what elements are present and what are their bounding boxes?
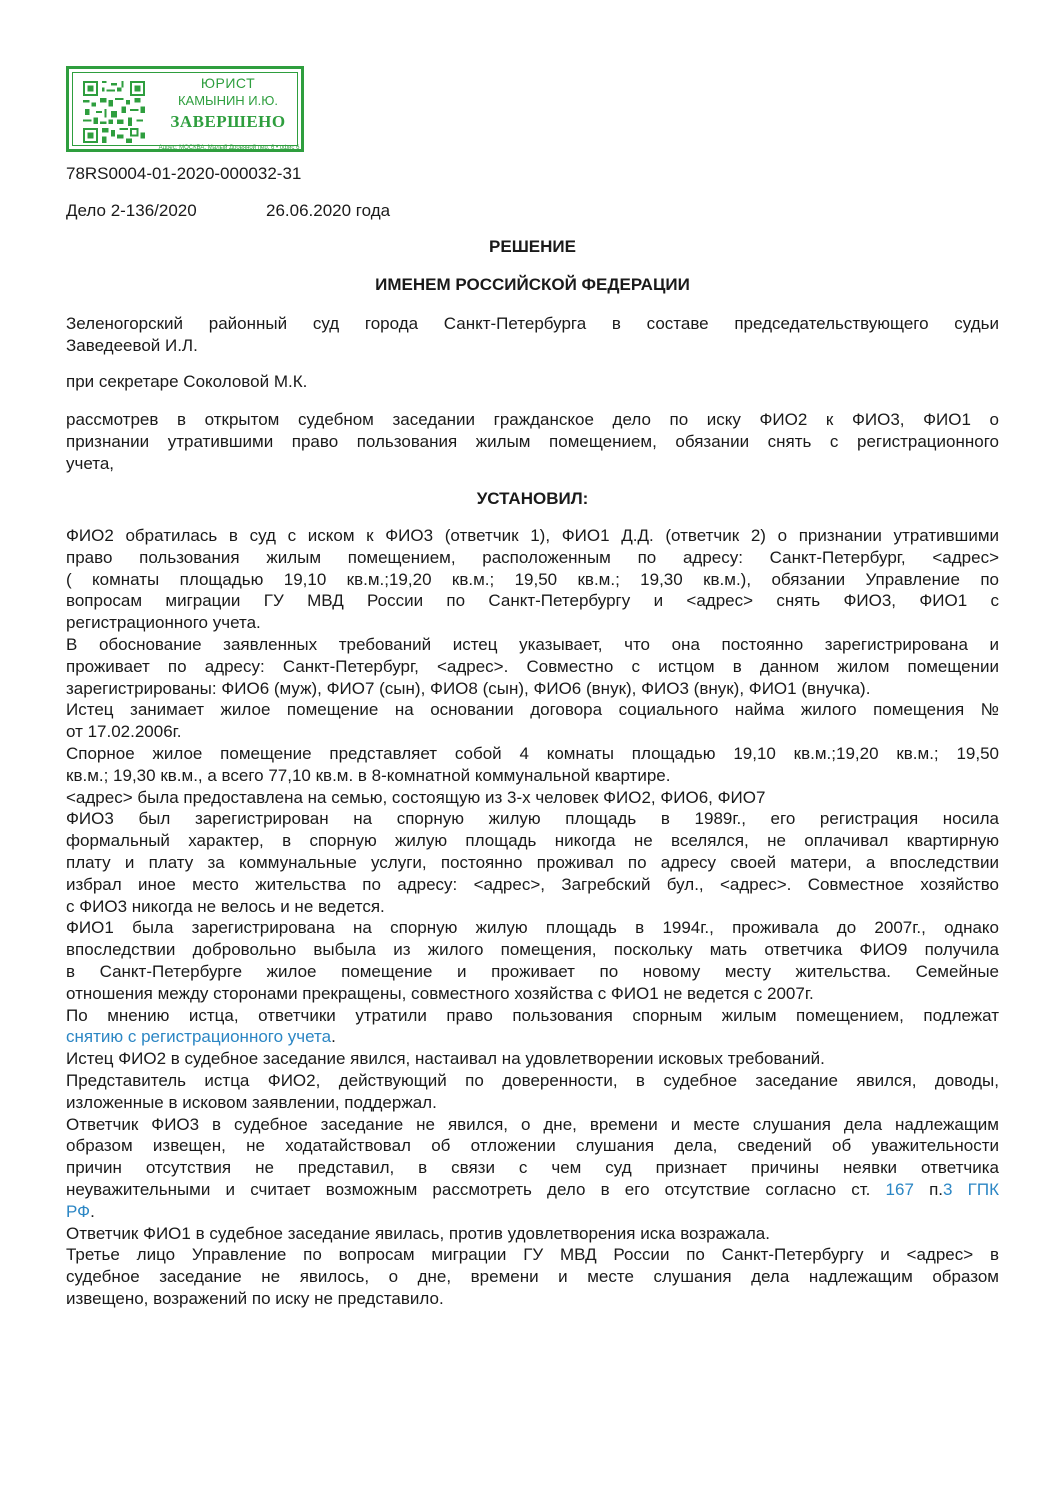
paragraph-family bbox=[66, 787, 999, 809]
paragraph-premises bbox=[66, 743, 999, 787]
case-info-line bbox=[66, 201, 390, 221]
paragraph-opinion bbox=[66, 1005, 999, 1049]
text-line: Зеленогорский районный суд города Санкт-Петербурга в составе председательствующего судьи bbox=[66, 314, 999, 333]
text-line: образом извещен, не ходатайствовал об отложении слушания дела, сведений об уважительности bbox=[66, 1136, 999, 1156]
text-fragment: . bbox=[90, 1201, 95, 1221]
paragraph-representative bbox=[66, 1070, 999, 1114]
text-line: избрал иное место жительства по адресу: <адрес>, Загребский бул., <адрес>. Совместное хозяйство bbox=[66, 874, 999, 894]
text-line: кв.м.; 19,30 кв.м., а всего 77,10 кв.м. в 8-комнатной коммунальной квартире. bbox=[66, 765, 671, 785]
text-line: По мнению истца, ответчики утратили право пользования спорным жилым помещением, подлежат bbox=[66, 1005, 999, 1025]
text-line: изложенные в исковом заявлении, поддержал. bbox=[66, 1092, 437, 1112]
text-line: с ФИО3 никогда не велось и не ведется. bbox=[66, 896, 385, 916]
text-line: регистрационного учета. bbox=[66, 613, 261, 633]
body-text bbox=[66, 525, 999, 1310]
text-line: впоследствии добровольно выбыла из жилого помещения, поскольку мать ответчика ФИО9 получила bbox=[66, 940, 999, 960]
text-line: проживает по адресу: Санкт-Петербург, <адрес>. Совместно с истцом в данном жилом помещении bbox=[66, 656, 999, 676]
paragraph-tenancy bbox=[66, 699, 999, 743]
paragraph-grounds bbox=[66, 634, 999, 699]
paragraph-claim bbox=[66, 525, 999, 634]
text-line: Представитель истца ФИО2, действующий по доверенности, в судебное заседание явился, доводы, bbox=[66, 1070, 999, 1090]
stamp-title: ЮРИСТ bbox=[200, 75, 256, 91]
text-line: Ответчик ФИО1 в судебное заседание явилась, против удовлетворения иска возражала. bbox=[66, 1223, 770, 1243]
decision-title: РЕШЕНИЕ bbox=[489, 237, 576, 256]
paragraph-respondent-absent bbox=[66, 1114, 999, 1223]
rf-link[interactable]: РФ bbox=[66, 1201, 91, 1221]
case-date: 26.06.2020 года bbox=[266, 201, 391, 220]
text-line: ФИО3 был зарегистрирован на спорную жилую площадь в 1989г., его регистрация носила bbox=[66, 809, 999, 829]
paragraph-respondent-objected bbox=[66, 1223, 999, 1245]
text-line: при секретаре Соколовой М.К. bbox=[66, 372, 308, 391]
gpk-link[interactable]: 3 ГПК bbox=[943, 1179, 999, 1199]
text-line: вопросам миграции ГУ МВД России по Санкт-Петербургу и <адрес> снять ФИО3, ФИО1 с bbox=[66, 591, 999, 611]
text-line: право пользования жилым помещением, расположенным по адресу: Санкт-Петербург, <адрес> bbox=[66, 547, 999, 567]
qr-code-icon bbox=[83, 81, 145, 143]
text-line: ФИО2 обратилась в суд с иском к ФИО3 (ответчик 1), ФИО1 Д.Д. (ответчик 2) о признании утратившими bbox=[66, 526, 999, 545]
text-fragment: п. bbox=[929, 1179, 944, 1199]
text-line bbox=[66, 1179, 999, 1201]
text-line: учета, bbox=[66, 453, 115, 473]
secretary-paragraph bbox=[66, 371, 999, 393]
text-fragment: . bbox=[331, 1027, 336, 1047]
text-line: <адрес> была предоставлена на семью, состоящую из 3-х человек ФИО2, ФИО6, ФИО7 bbox=[66, 787, 766, 807]
text-line: рассмотрев в открытом судебном заседании гражданское дело по иску ФИО2 к ФИО3, ФИО1 о bbox=[66, 410, 999, 429]
text-line: Истец ФИО2 в судебное заседание явился, настаивал на удовлетворении исковых требований. bbox=[66, 1049, 825, 1069]
text-line: Истец занимает жилое помещение на основании договора социального найма жилого помещения № bbox=[66, 700, 999, 720]
text-line: плату и плату за коммунальные услуги, постоянно проживал по адресу своей матери, а впоследствии bbox=[66, 852, 999, 872]
text-line: причин отсутствия не представил, в связи с чем суд признает причины неявки ответчика bbox=[66, 1158, 999, 1178]
considering-paragraph bbox=[66, 409, 999, 474]
case-number: Дело 2-136/2020 bbox=[66, 201, 197, 220]
text-line bbox=[66, 1026, 999, 1048]
text-line: в Санкт-Петербурге жилое помещение и проживает по новому месту жительства. Семейные bbox=[66, 961, 999, 981]
text-line: признании утратившими право пользования жилым помещением, обязании снять с регистрационного bbox=[66, 431, 999, 451]
text-line: судебное заседание не явилось, о дне, времени и месте слушания дела надлежащим образом bbox=[66, 1267, 999, 1287]
text-fragment: неуважительными и считает возможным рассмотреть дело в его отсутствие согласно ст. bbox=[66, 1179, 871, 1199]
paragraph-respondent-2 bbox=[66, 917, 999, 1004]
established-title: УСТАНОВИЛ: bbox=[476, 489, 589, 508]
stamp-text-block bbox=[155, 75, 301, 133]
text-line: формальный характер, в спорную жилую площадь никогда не вселялся, не оплачивал квартирную bbox=[66, 831, 999, 851]
text-line: Ответчик ФИО3 в судебное заседание не явился, о дне, времени и месте слушания дела надлежащим bbox=[66, 1114, 999, 1134]
text-line: Заведеевой И.Л. bbox=[66, 335, 198, 355]
text-line: зарегистрированы: ФИО6 (муж), ФИО7 (сын), ФИО8 (сын), ФИО6 (внук), ФИО3 (внук), ФИО1 (внучка). bbox=[66, 678, 871, 698]
court-composition-paragraph bbox=[66, 313, 999, 357]
text-line: Третье лицо Управление по вопросам миграции ГУ МВД России по Санкт-Петербургу и <адрес> в bbox=[66, 1245, 999, 1265]
text-line: ( комнаты площадью 19,10 кв.м.;19,20 кв.м.; 19,50 кв.м.; 19,30 кв.м.), обязании Управление по bbox=[66, 569, 999, 589]
stamp-inner-border bbox=[72, 72, 300, 151]
deregistration-link[interactable]: снятию с регистрационного учета bbox=[66, 1027, 332, 1047]
text-line: Спорное жилое помещение представляет собой 4 комнаты площадью 19,10 кв.м.;19,20 кв.м.; 19,50 bbox=[66, 743, 999, 763]
text-line: от 17.02.2006г. bbox=[66, 722, 182, 742]
paragraph-respondent-1 bbox=[66, 808, 999, 917]
text-line: ФИО1 была зарегистрирована на спорную жилую площадь в 1994г., проживала до 2007г., однако bbox=[66, 918, 999, 938]
federation-title: ИМЕНЕМ РОССИЙСКОЙ ФЕДЕРАЦИИ bbox=[375, 275, 690, 294]
text-line: отношения между сторонами прекращены, совместного хозяйства с ФИО1 не ведется с 2007г. bbox=[66, 983, 814, 1003]
case-identifier: 78RS0004-01-2020-000032-31 bbox=[66, 164, 302, 183]
lawyer-stamp bbox=[66, 66, 304, 152]
text-line bbox=[66, 1201, 999, 1223]
stamp-address: Адрес: МОСКВА, Малый Дровяной пер. 6 • офис 6 bbox=[158, 145, 300, 151]
text-line: извещено, возражений по иску не представило. bbox=[66, 1288, 444, 1308]
paragraph-third-party bbox=[66, 1244, 999, 1309]
stamp-status: ЗАВЕРШЕНО bbox=[170, 112, 286, 131]
stamp-lawyer-name: КАМЫНИН И.Ю. bbox=[177, 93, 278, 108]
text-line: В обоснование заявленных требований истец указывает, что она постоянно зарегистрирована и bbox=[66, 634, 999, 654]
paragraph-plaintiff-appeared bbox=[66, 1048, 999, 1070]
article-167-link[interactable]: 167 bbox=[885, 1179, 914, 1199]
